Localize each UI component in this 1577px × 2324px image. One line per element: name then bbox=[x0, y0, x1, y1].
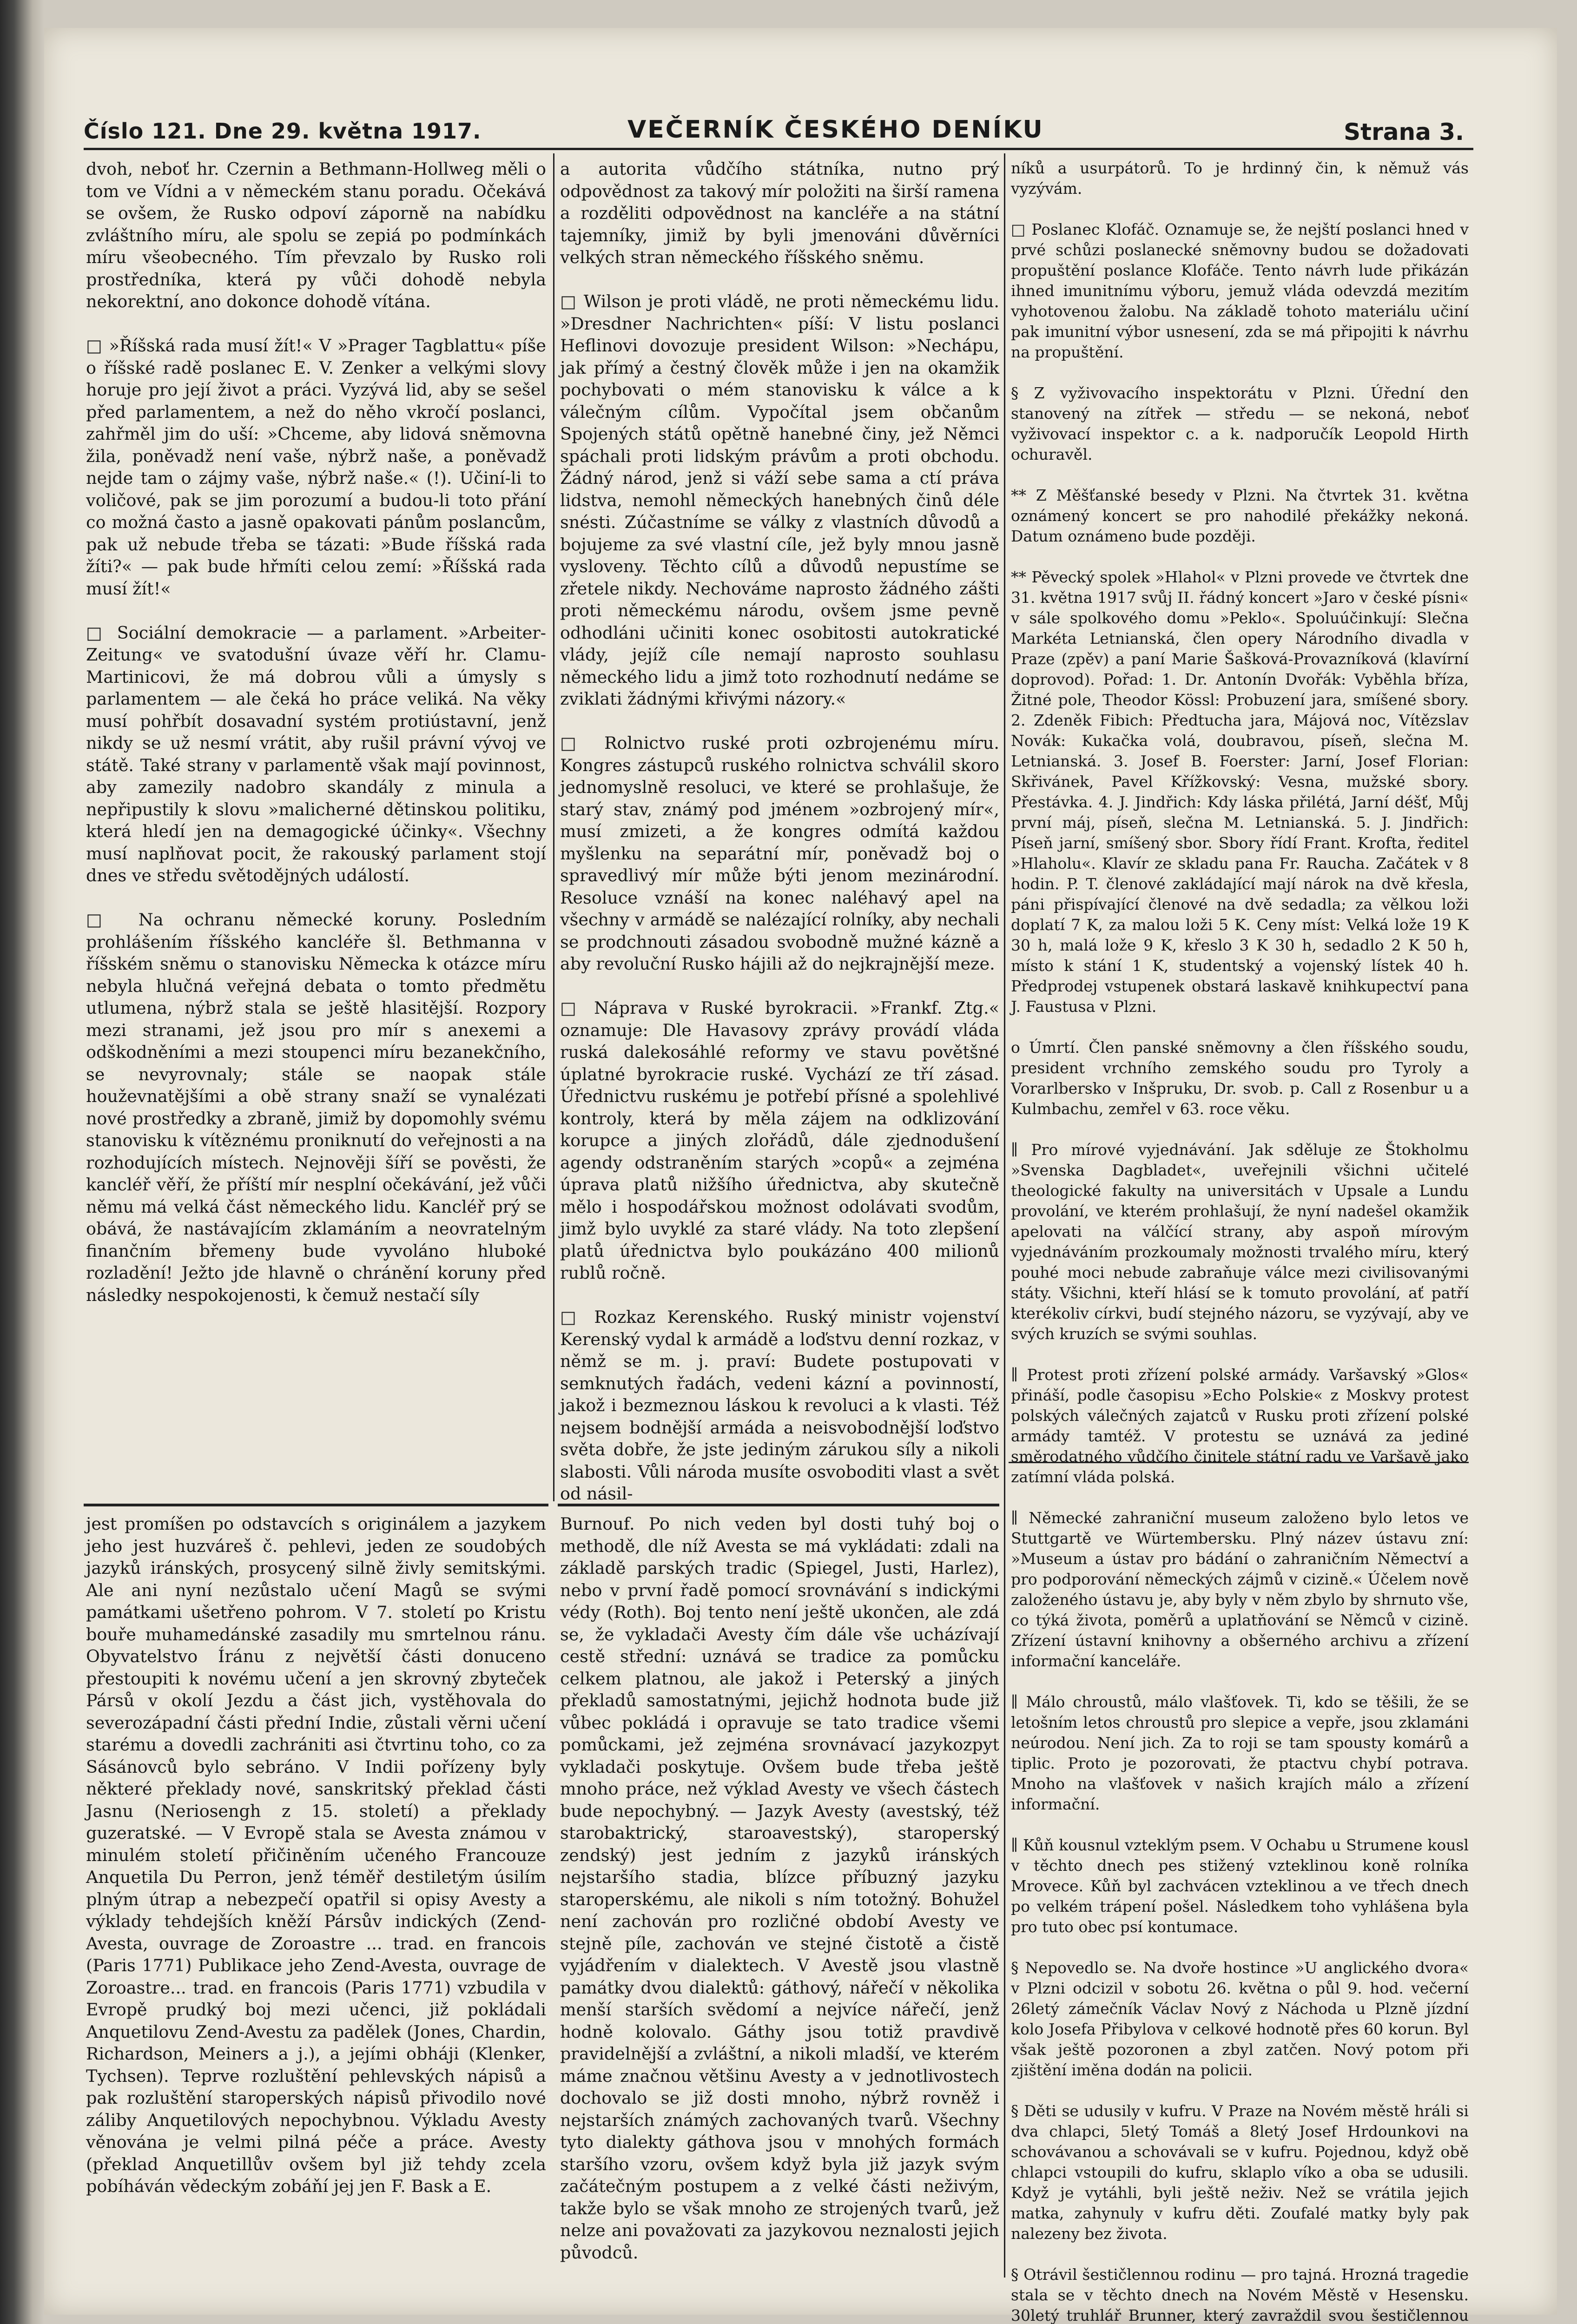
column-rule-1 bbox=[553, 153, 554, 1501]
section-divider-left bbox=[84, 1504, 548, 1506]
column-2-top: a autorita vůdčího státníka, nutno prý odpovědnost za takový mír položiti na širší ramena a rozděliti odpovědnost na kancléře a na státní tajemníky, jimiž by byli jmenováni důvěrníci velkých stran německého říšského sněmu. □ Wilson je proti vládě, ne proti německému lidu. »Dresdner Nachrichten« píší: V listu poslanci Heflinovi dovozuje president Wilson: »Nechápu, jak přímý a čestný člověk může i jen na okamžik pochybovati o mém stanovisku k válce a k válečným cílům. Vypočítal jsem občanům Spojených států opětně hanebné činy, jež Němci spáchali proti lidským právům a proti obchodu. Žádný národ, jenž si váží sebe sama a ctí práva lidstva, nemohl německých hanebných činů déle snésti. Zúčastníme se války z vlastních důvodů a bojujeme za své vlastní cíle, jež byly mnou jasně vysloveny. Těchto cílů a důvodů nepustíme se zřetele nikdy. Nechováme naprosto žádného zášti proti německému národu, ovšem jsme pevně odhodláni učiniti konec osobitosti autokratické vlády, jejíž cíle nemají naprosto souhlasu německého lidu a jimž toto rozhodnutí nedáme se zviklati žádnými křivými názory.« □ Rolnictvo ruské proti ozbrojenému míru. Kongres zástupců ruského rolnictva schválil skoro jednomyslně resoluci, ve které se prohlašuje, že starý stav, známý pod jménem »ozbrojený mír«, musí zmizeti, a že kongres odmítá každou myšlenku na separátní mír, poněvadž boj o spravedlivý mír může býti jenom mezinárodní. Resoluce vznáší na konec naléhavý apel na všechny v armádě se nalézající rolníky, aby nechali se prodchnouti zásadou svobodně mužné kázně a aby revoluční Rusko hájili až do nejkrajnější meze. □ Náprava v Ruské byrokracii. »Frankf. Ztg.« oznamuje: Dle Havasovy zprávy provádí vláda ruská dalekosáhlé reformy ve stavu povětšné úplatné byrokracie ruské. Vychází ze tří zásad. Úřednictvu ruskému je potřebí přísné a spolehlivé kontroly, která by měla zájem na odklizování korupce a jiných zlořádů, dále zjednodušení agendy odstraněním starých »copů« a zejména úprava platů nižšího úřednictva, aby skutečně mělo i hospodářskou možnost odolávati svodům, jimž bylo uvyklé za staré vlády. Na toto zlepšení platů úřednictva bylo poukázáno 400 milionů rublů ročně. □ Rozkaz Kerenského. Ruský ministr vojenství Kerenský vydal k armádě a loďstvu denní rozkaz, v němž se m. j. praví: Budete postupovati v semknutých řadách, vedeni kázní a povinností, jakož i bezmeznou láskou k revoluci a k vlasti. Též nejsem bodnější armáda a neisvobodnější loďstvo světa dobře, že jste jediným zárukou síly a nikoli slabosti. Vůli národa musíte osvoboditi vlast a svět od násil- bbox=[560, 159, 999, 1504]
issue-date: Číslo 121. Dne 29. května 1917. bbox=[84, 119, 482, 144]
column-1-bottom: jest promíšen po odstavcích s originálem a jazykem jeho jest huzváreš č. pehlevi, jeden ze soudobých jazyků iránských, prosycený silně živly semitskými. Ale ani nyní nezůstalo učení Magů se svými památkami ušetřeno pohrom. V 7. století po Kristu bouře muhamedánské zasadily mu smrtelnou ránu. Obyvatelstvo Íránu z největší části donuceno přestoupiti k novému učení a jen skrovný zbyteček Pársů v okolí Jezdu a část jich, vystěhovala do severozápadní části přední Indie, zůstali věrni učení starému a dovedli zachrániti asi čtvrtinu toho, co za Sásánovců bylo sebráno. V Indii pořízeny byly některé překlady nové, sanskritský překlad části Jasnu (Neriosengh z 15. století) a překlady guzeratské. — V Evropě stala se Avesta známou v minulém století přičiněním učeného Francouze Anquetila Du Perron, jenž téměř destiletým úsilím plným útrap a nebezpečí opatřil si opisy Avesty a výklady tehdejších kněží Pársův indických (Zend-Avesta, ouvrage de Zoroastre ... trad. en francois (Paris 1771) Publikace jeho Zend-Avesta, ouvrage de Zoroastre... trad. en francois (Paris 1771) vzbudila v Evropě prudký boj mezi učenci, již pokládali Anquetilovu Zend-Avestu za padělek (Jones, Chardin, Richardson, Meiners a j.), a jejími obháji (Klenker, Tychsen). Teprve rozluštění pehlevských nápisů a pak rozluštění staroperských nápisů přivodilo nové záliby Anquetilových nepochybnou. Výkladu Avesty věnována je velmi pilná péče a práce. Avesty (překlad Anquetillův ovšem byl již tehdy zcela pobíháván vědeckým zobáňí jej jen F. Bask a E. bbox=[86, 1514, 546, 2196]
header-rule bbox=[84, 148, 1473, 150]
page-number: Strana 3. bbox=[1344, 119, 1464, 145]
column-3: níků a usurpátorů. To je hrdinný čin, k němuž vás vyzývám. □ Poslanec Klofáč. Oznamuje se, že nejští poslanci hned v prvé schůzi poslanecké sněmovny budou se dožadovati propuštění poslance Klofáče. Tento návrh lude přikázán ihned imunitnímu výboru, jemuž vláda odevzdá mezitím vyhotovenou žalobu. Na základě tohoto materiálu učiní pak imunitní výbor usnesení, zda se má připojiti k návrhu na propuštění. § Z vyživovacího inspektorátu v Plzni. Úřední den stanovený na zítřek — středu — se nekoná, neboť vyživovací inspektor c. a k. nadporučík Leopold Hirth ochuravěl. ** Z Měšťanské besedy v Plzni. Na čtvrtek 31. května oznámený koncert se pro nahodilé překážky nekoná. Datum oznámeno bude později. ** Pěvecký spolek »Hlahol« v Plzni provede ve čtvrtek dne 31. května 1917 svůj II. řádný koncert »Jaro v české písni« v sále spolkového domu »Peklo«. Spoluúčinkují: Slečna Markéta Letnianská, člen opery Národního divadla v Praze (zpěv) a paní Marie Šašková-Provazníková (klavírní doprovod). Pořad: 1. Dr. Antonín Dvořák: Vyběhla bříza, Žitné pole, Theodor Kössl: Probuzení jara, smíšené sbory. 2. Zdeněk Fibich: Předtucha jara, Májová noc, Vítězslav Novák: Kukačka volá, doubravou, píseň, slečna M. Letnianská. 3. Josef B. Foerster: Jarní, Josef Florian: Skřivánek, Pavel Křížkovský: Vesna, mužské sbory. Přestávka. 4. J. Jindřich: Kdy láska přilétá, Jarní déšť, Můj první máj, píseň, slečna M. Letnianská. 5. J. Jindřich: Píseň jarní, smíšený sbor. Sbory řídí Frant. Krofta, ředitel »Hlaholu«. Klavír ze skladu pana Fr. Raucha. Začátek v 8 hodin. P. T. členové zakládající mají nárok na dvě křesla, páni přispívající členové na dvě sedadla; za vělkou loži doplatí 7 K, za malou loži 5 K. Ceny míst: Velká lože 19 K 30 h, malá lože 9 K, křeslo 3 K 30 h, sedadlo 2 K 50 h, místo k stání 1 K, studentský a vojenský lístek 40 h. Předprodej vstupenek obstará laskavě knihkupectví pana J. Faustusa v Plzni. o Úmrtí. Člen panské sněmovny a člen říšského soudu, president vrchního zemského soudu pro Tyroly a Vorarlbersko v Inšpruku, Dr. svob. p. Call z Rosenbur u a Kulmbachu, zemřel v 63. roce věku. ∥ Pro mírové vyjednávání. Jak sděluje ze Štokholmu »Svenska Dagbladet«, uveřejnili všichni učitelé theologické fakulty na universitách v Upsale a Lundu provolání, ve kterém prohlašují, že nyní nadešel okamžik apelovati na válčící strany, aby aspoň mírovým vyjednáváním prozkoumaly možnosti trvalého míru, který pouhé moci nebude zabraňuje válce mezi civilisovanými státy. Všichni, kteří hlásí se k tomuto provolání, ať patří kterékoliv církvi, budí stejného názoru, se vyzývají, aby ve svých kruzích se svými souhlas. ∥ Protest proti zřízení polské armády. Varšavský »Glos« přináší, podle časopisu »Echo Polskie« z Moskvy protest polských válečných zajatců v Rusku proti zřízení polské armády tamtéž. V protestu se uznává za jediné směrodatného vůdčího činitele státní radu ve Varšavě jako zatímní vláda polská. ∥ Německé zahraniční museum založeno bylo letos ve Stuttgartě ve Würtembersku. Plný název ústavu zní: »Museum a ústav pro bádání o zahraničním Němectví a pro podporování německých zájmů v cizině.« Účelem nově založeného ústavu je, aby byly v něm zbylo by shrnuto vše, co týká života, poměrů a uplatňování se Němců v cizině. Zřízení ústavní knihovny a obšerného archivu a zřízení informační kanceláře. ∥ Málo chroustů, málo vlašťovek. Ti, kdo se těšili, že se letošním letos chroustů pro slepice a vepře, jsou zklamáni neúrodou. Není jich. Za to roji se tam spousty komárů a tiplic. Proto je pozorovati, že ptactvu chybí potrava. Mnoho na vlašťovek v našich krajích málo a zřízení informační. ∥ Kůň kousnul vzteklým psem. V Ochabu u Strumene kousl v těchto dnech pes stižený vzteklinou koně rolníka Mrovece. Kůň byl zachvácen vzteklinou a ve třech dnech po velkém trápení pošel. Následkem toho vyhlášena byla pro tuto obec psí kontumace. § Nepovedlo se. Na dvoře hostince »U anglického dvora« v Plzni odcizil v sobotu 26. května o půl 9. hod. večerní 26letý zámečník Václav Nový z Náchoda u Plzně jízdní kolo Josefa Přibylova v celkové hodnotě přes 60 korun. Byl však ještě pozoronen a zbyl zatčen. Nový potom při zjištění iměna dodán na policii. § Děti se udusily v kufru. V Praze na Novém městě hráli si dva chlapci, 5letý Tomáš a 8letý Josef Hrdounkovi na schovávanou a schovávali se v kufru. Pojednou, když obě chlapci vstoupili do kufru, sklaplo víko a oba se udusili. Když je vytáhli, byli ještě neživ. Než se vrátila jejich matka, zahynuly v kufru děti. Zoufalé matky byly pak nalezeny bez života. § Otrávil šestičlennou rodinu — pro tajná. Hrozná tragedie stala se v těchto dnech na Novém Městě v Hesensku. 30letý truhlář Brunner, který zavraždil svou šestičlennou bbox=[1011, 159, 1469, 2324]
page-header bbox=[84, 114, 1464, 146]
masthead: VEČERNÍK ČESKÉHO DENÍKU bbox=[627, 116, 1044, 144]
column-rule-2 bbox=[1004, 153, 1005, 2278]
scan-left-edge bbox=[0, 0, 44, 2324]
column-1-top: dvoh, neboť hr. Czernin a Bethmann-Hollweg měli o tom ve Vídni a v německém stanu poradu. Očekává se ovšem, že Rusko odpoví záporně na nabídku zvláštního míru, ale spolu se zepiá po podmínkách míru všeobecného. Tím převzalo by Rusko roli prostředníka, která py vůči dohodě nebyla nekorektní, ano dokonce dohodě vítána. □ »Říšská rada musí žít!« V »Prager Tagblattu« píše o říšské radě poslanec E. V. Zenker a velkými slovy horuje pro její život a práci. Vyzývá lid, aby se sešel před parlamentem, a než do něho vkročí poslanci, zahřměl jim do uší: »Chceme, aby lidová sněmovna žila, poněvadž není vaše, nýbrž naše, a poněvadž nejde tam o zájmy vaše, nýbrž naše.« (!). Učiní-li to voličové, pak se jim porozumí a budou-li toto přání co možná často a jasně opakovati pánům poslancům, pak už nebude třeba se tázati: »Bude říšská rada žíti?« — pak bude hřmíti celou zemí: »Říšská rada musí žít!« □ Sociální demokracie — a parlament. »Arbeiter-Zeitung« ve svatodušní úvaze věří hr. Clamu-Martinicovi, že má dobrou vůli a úmysly s parlamentem — ale čeká ho práce veliká. Na věky musí pohřbít dosavadní systém protiústavní, jenž nikdy se už nesmí vrátit, aby rušil právní vývoj ve státě. Také strany v parlamentě však mají povinnost, aby zamezily nadobro skandály z minula a nepřipustily k slovu »malicherné dětinskou politiku, která hledí jen na demagogické účinky«. Všechny musí naplňovat pocit, že rakouský parlament stojí dnes ve středu světodějných událostí. □ Na ochranu německé koruny. Posledním prohlášením říšského kancléře šl. Bethmanna v říšském sněmu o stanovisku Německa k otázce míru nebyla hlučná veřejná debata o tomto předmětu utlumena, nýbrž stala se ještě hlasitější. Rozpory mezi stranami, jež jsou pro mír s anexemi a odškodněními a mezi stoupenci míru bezanekčního, se nevyrovnaly; stále se naopak stále houževnatějšími a obě strany snaží se vynalézati nové prostředky a zbraně, jimiž by dopomohly svému stanovisku k vítěznému proniknutí do veřejnosti a na rozhodujících místech. Nejnověji šíří se pověsti, že kancléř věří, že příští mír nesplní očekávání, jež vůči němu má velká část německého lidu. Kancléř prý se obává, že nastávajícím zklamáním a neovratelným finančním břemeny bude vyvoláno hluboké rozladění! Ježto jde hlavně o chránění koruny před následky nespokojenosti, k čemuž nestačí síly bbox=[86, 159, 546, 1305]
column-2-bottom: Burnouf. Po nich veden byl dosti tuhý boj o methodě, dle níž Avesta se má vykládati: zdali na základě parských tradic (Spiegel, Justi, Harlez), nebo v první řadě pomocí srovnávání s indickými védy (Roth). Boj tento není ještě ukončen, ale zdá se, že vykladači Avesty čím dále vše ucházívají cestě střední: uznává se tradice za pomůcku celkem platnou, ale jakož i Peterský a jiných překladů samostatnými, jejichž hodnota bude již vůbec pokládá i opravuje se tato tradice všemi pomůckami, jež zejména srovnávací jazykozpyt vykladači poskytuje. Ovšem bude třeba ještě mnoho práce, než výklad Avesty ve všech částech bude nepochybný. — Jazyk Avesty (avestský, též starobaktrický, staroavestský), staroperský zendský) jest jedním z jazyků iránských nejstaršího stadia, blízce příbuzný jazyku staroperskému, ale nikoli s ním totožný. Bohužel není zachován pro rozličné období Avesty ve stejně píle, zachován ve stejné čistotě a čistě vyjádřením v dialektech. V Avestě jsou vlastně památky dvou dialektů: gáthový, nářečí v několika menší starších svědomí a nejvíce nářečí, jenž hodně kolovalo. Gáthy jsou totiž pravdivě pravidelnější a zvláštní, a nikoli mladší, ve kterém máme značnou většinu Avesty a v jednotlivostech dochovalo se již dosti mnoho, nýbrž rovněž i nejstarších známých zachovaných tvarů. Všechny tyto dialekty gáthova jsou v mnohých formách staršího vzoru, ovšem když byla již jazyk svým začátečným postupem a z velké části neživým, takže bylo se však mnoho ze strojených tvarů, jež nelze ani považovati za jazykovou neznalosti jejich původců. bbox=[560, 1514, 999, 2263]
